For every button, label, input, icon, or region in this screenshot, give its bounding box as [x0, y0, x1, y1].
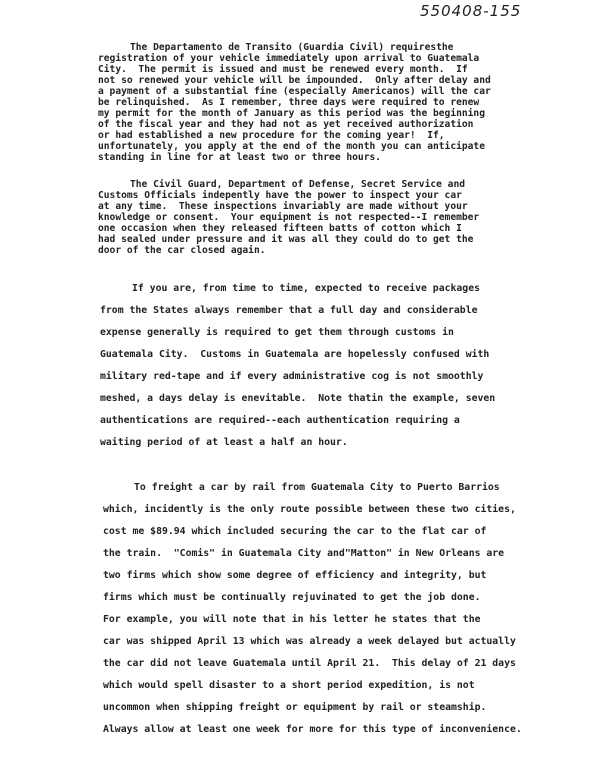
text-line: waiting period of at least a half an hour.	[100, 437, 348, 448]
text-line: which, incidently is the only route possible between these two cities,	[103, 504, 516, 515]
text-line: at any time. These inspections invariably are made without your	[98, 201, 468, 212]
text-line: uncommon when shipping freight or equipment by rail or steamship.	[103, 702, 487, 713]
text-line: one occasion when they released fifteen batts of cotton which I	[98, 223, 462, 234]
text-line: or had established a new procedure for the coming year! If,	[98, 130, 445, 141]
text-line: The Departamento de Transito (Guardia Civil) requiresthe	[130, 42, 454, 53]
text-line: knowledge or consent. Your equipment is not respected--I remember	[98, 212, 480, 223]
text-line: two firms which show some degree of efficiency and integrity, but	[103, 570, 487, 581]
text-line: be relinquished. As I remember, three days were required to renew	[98, 97, 480, 108]
text-line: the train. "Comis" in Guatemala City and"Matton" in New Orleans are	[103, 548, 505, 559]
text-line: The Civil Guard, Department of Defense, Secret Service and	[130, 179, 466, 190]
text-line: If you are, from time to time, expected to receive packages	[132, 283, 480, 294]
text-line: To freight a car by rail from Guatemala City to Puerto Barrios	[134, 482, 500, 493]
text-line: For example, you will note that in his letter he states that the	[103, 614, 481, 625]
text-line: which would spell disaster to a short period expedition, is not	[103, 680, 475, 691]
text-line: authentications are required--each authentication requiring a	[100, 415, 460, 426]
text-line: car was shipped April 13 which was already a week delayed but actually	[103, 636, 516, 647]
text-line: a payment of a substantial fine (especially Americanos) will the car	[98, 86, 491, 97]
text-line: the car did not leave Guatemala until April 21. This delay of 21 days	[103, 658, 516, 669]
text-line: had sealed under pressure and it was all they could do to get the	[98, 234, 474, 245]
text-line: military red-tape and if every administrative cog is not smoothly	[100, 371, 484, 382]
text-line: standing in line for at least two or three hours.	[98, 152, 382, 163]
text-line: Guatemala City. Customs in Guatemala are hopelessly confused with	[100, 349, 490, 360]
document-number: 550408-155	[420, 2, 522, 20]
text-line: unfortunately, you apply at the end of the month you can anticipate	[98, 141, 485, 152]
text-line: not so renewed your vehicle will be impounded. Only after delay and	[98, 75, 491, 86]
text-line: Customs Officials indepently have the power to inspect your car	[98, 190, 462, 201]
text-line: my permit for the month of January as this period was the beginning	[98, 108, 485, 119]
text-line: from the States always remember that a full day and considerable	[100, 305, 478, 316]
text-line: meshed, a days delay is enevitable. Note thatin the example, seven	[100, 393, 496, 404]
text-line: expense generally is required to get them through customs in	[100, 327, 454, 338]
text-line: door of the car closed again.	[98, 245, 266, 256]
text-line: City. The permit is issued and must be renewed every month. If	[98, 64, 468, 75]
text-line: Always allow at least one week for more for this type of inconvenience.	[103, 724, 522, 735]
text-line: registration of your vehicle immediately upon arrival to Guatemala	[98, 53, 480, 64]
text-line: firms which must be continually rejuvinated to get the job done.	[103, 592, 481, 603]
text-line: cost me $89.94 which included securing the car to the flat car of	[103, 526, 487, 537]
text-line: of the fiscal year and they had not as yet received authorization	[98, 119, 474, 130]
